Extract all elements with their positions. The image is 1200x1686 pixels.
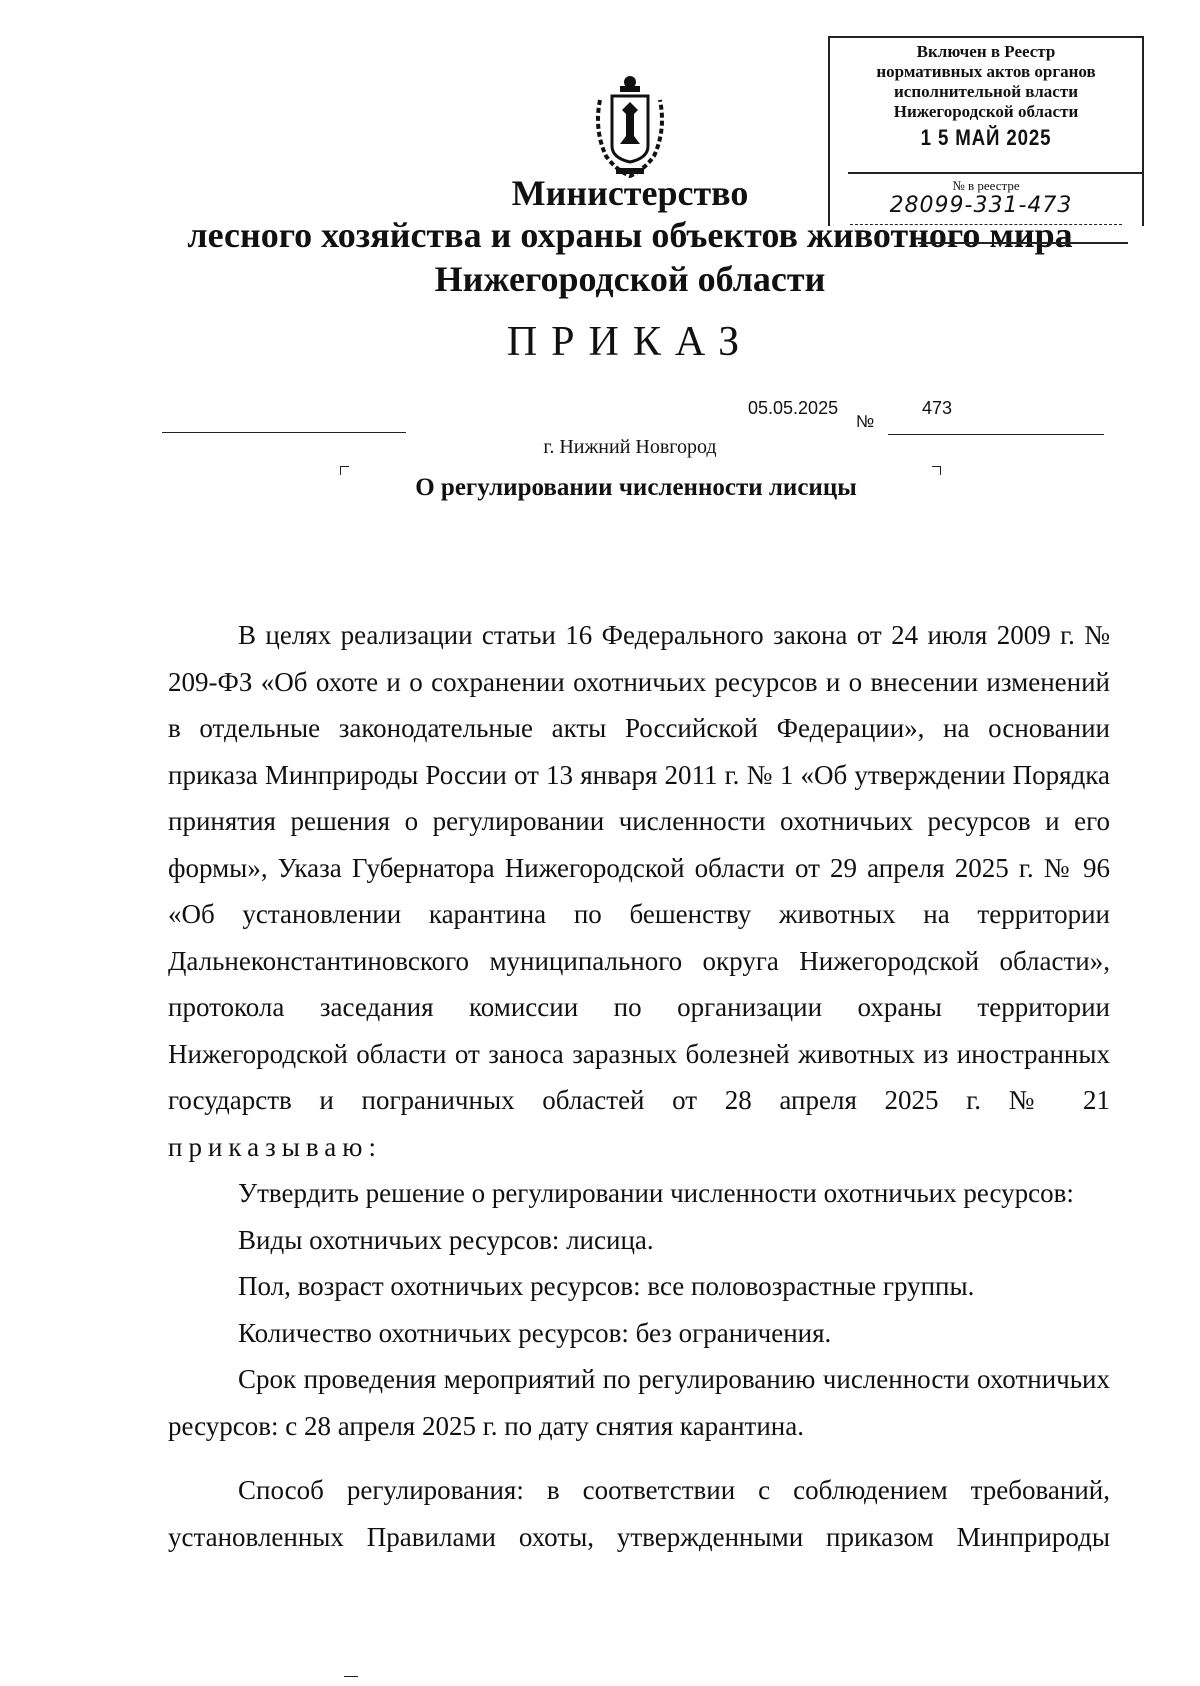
document-type: ПРИКАЗ (506, 319, 754, 365)
date-underline (162, 432, 406, 433)
city-name: г. Нижний Новгород (543, 436, 717, 458)
ministry-name-line-3: Нижегородской области (434, 259, 826, 299)
stamp-registry-number: 28099-331-473 (889, 193, 1073, 218)
order-date: 05.05.2025 (748, 398, 839, 418)
order-subject: О регулировании численности лисицы (415, 474, 857, 501)
stamp-strike-line (918, 242, 1128, 244)
stamp-registry-label: № в реестре (952, 178, 1020, 193)
stamp-line-3: исполнительной власти (894, 82, 1078, 101)
coat-of-arms-icon (590, 74, 670, 178)
paragraph-method: Способ регулирования: в соответствии с соблюдением требований, установленных Правилами охоты, утвержденными приказом Минприроды (168, 1475, 1110, 1552)
stamp-line-4: Нижегородской области (893, 102, 1079, 121)
paragraph-period: Срок проведения мероприятий по регулированию численности охотничьих ресурсов: с 28 апреля 2025 г. по дату снятия карантина. (168, 1364, 1110, 1441)
footer-mark (344, 1676, 358, 1677)
order-number-label: № (856, 412, 875, 431)
number-underline (888, 434, 1104, 435)
paragraph-sex-age: Пол, возраст охотничьих ресурсов: все половозрастные группы. (238, 1271, 975, 1301)
order-word: приказываю: (168, 1131, 382, 1162)
preamble-paragraph: В целях реализации статьи 16 Федерального закона от 24 июля 2009 г. № 209-ФЗ «Об охоте и о сохранении охотничьих ресурсов и о внесении изменений в отдельные законодательные акты Российской Федерации», на основании приказа Минприроды России от 13 января 2011 г. № 1 «Об утверждении Порядка принятия решения о регулировании численности охотничьих ресурсов и его формы», Указа Губернатора Нижегородской области от 29 апреля 2025 г. № 96 «Об установлении карантина по бешенству животных на территории Дальнеконстантиновского муниципального округа Нижегородской области», протокола заседания комиссии по организации охраны территории Нижегородской области от заноса заразных болезней животных из иностранных государств и пограничных областей от 28 апреля 2025 г. № 21 (168, 620, 1110, 1115)
paragraph-decision: Утвердить решение о регулировании численности охотничьих ресурсов: (238, 1178, 1074, 1208)
stamp-line-2: нормативных актов органов (876, 62, 1096, 81)
paragraph-species: Виды охотничьих ресурсов: лисица. (238, 1224, 654, 1255)
stamp-date: 1 5 МАЙ 2025 (920, 125, 1052, 150)
order-number: 473 (922, 398, 953, 418)
stamp-line-1: Включен в Реестр (916, 42, 1056, 61)
order-body (168, 612, 1110, 1560)
ministry-name-line-2: лесного хозяйства и охраны объектов животного мира (187, 215, 1073, 255)
ministry-name-line-1: Министерство (511, 173, 749, 213)
paragraph-quantity: Количество охотничьих ресурсов: без ограничения. (238, 1317, 832, 1348)
